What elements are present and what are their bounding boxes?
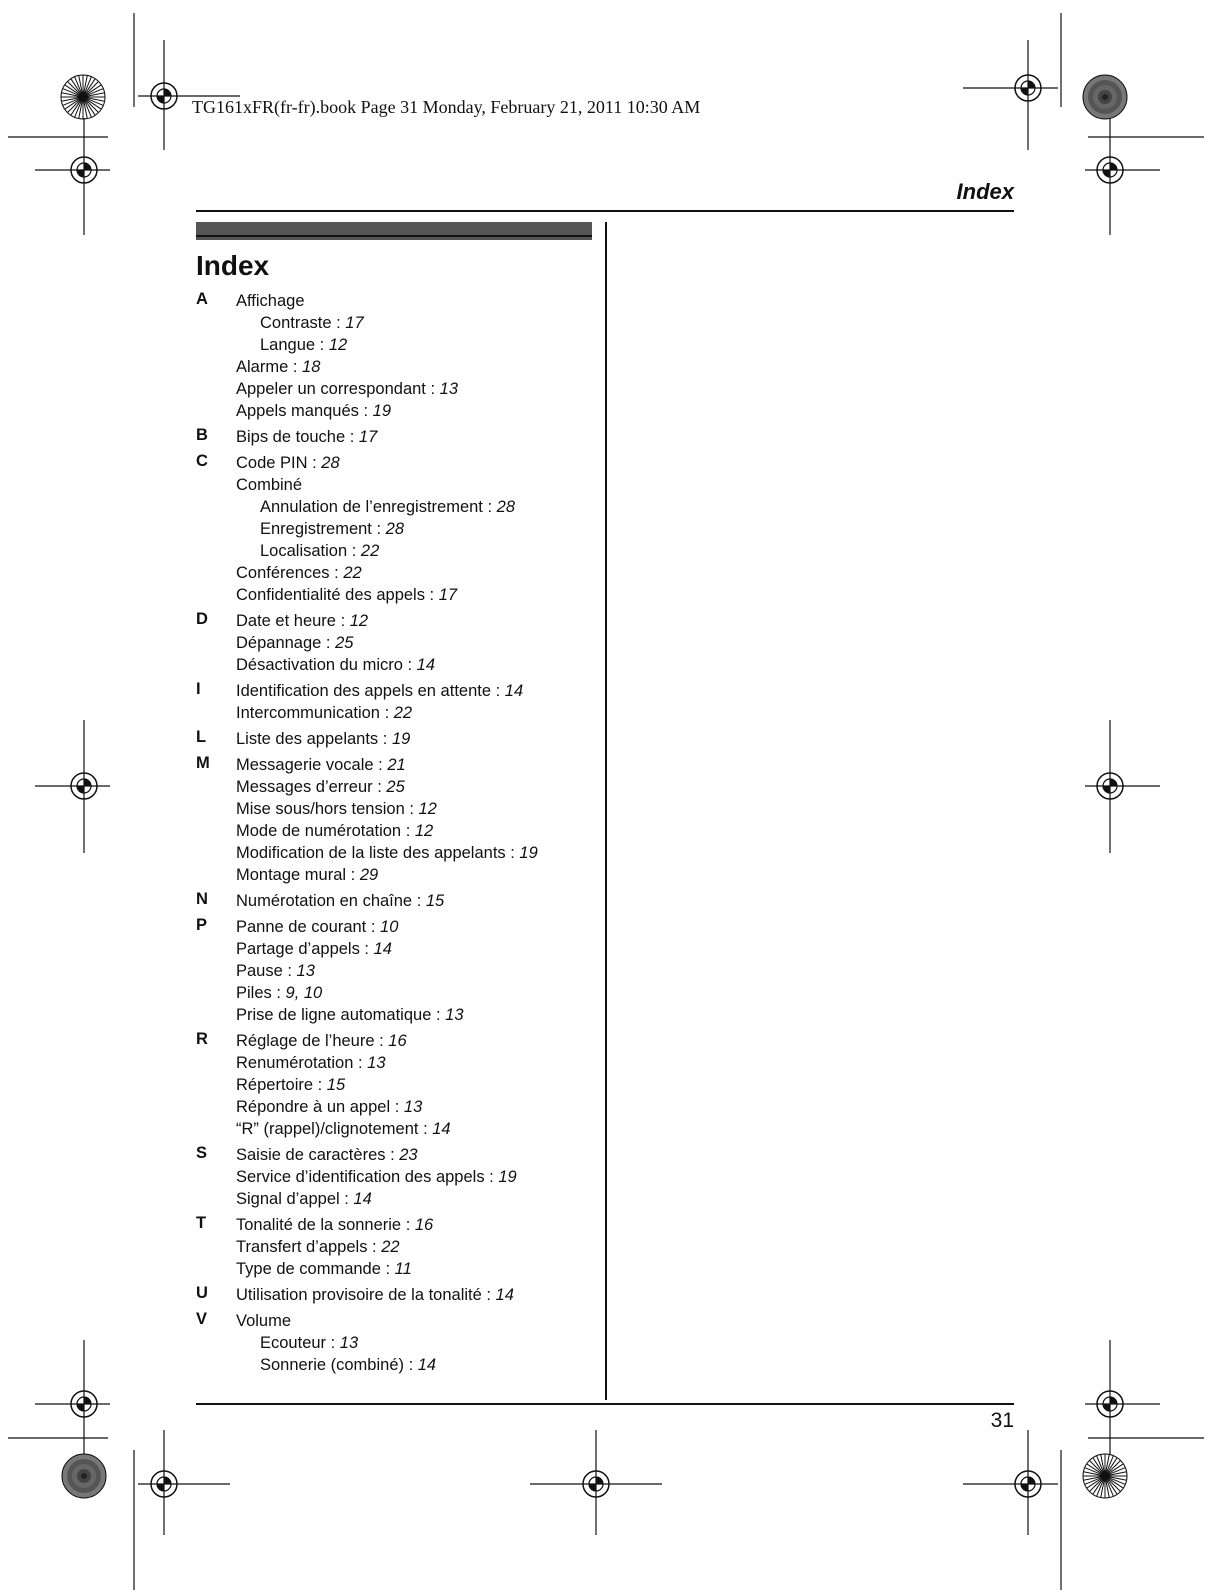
index-letter: V bbox=[196, 1310, 208, 1328]
index-subentry bbox=[260, 334, 596, 356]
index-page-ref: 16 bbox=[414, 1216, 434, 1234]
index-entry-text: Appeler un correspondant : bbox=[236, 380, 440, 398]
index-entry bbox=[236, 1096, 596, 1118]
index-entry bbox=[236, 452, 596, 474]
index-group bbox=[196, 1284, 596, 1306]
index-entry bbox=[236, 378, 596, 400]
index-letter: B bbox=[196, 426, 208, 444]
index-entry-text: Affichage bbox=[236, 292, 305, 310]
index-entry bbox=[236, 1074, 596, 1096]
index-page-ref: 13 bbox=[445, 1006, 464, 1024]
index-subentry bbox=[260, 1354, 596, 1376]
index-entry-text: Piles : bbox=[236, 984, 286, 1002]
index-entry-text: Tonalité de la sonnerie : bbox=[236, 1216, 415, 1234]
index-entry bbox=[236, 982, 596, 1004]
index-page-ref: 14 bbox=[353, 1190, 372, 1208]
index-entry bbox=[236, 1052, 596, 1074]
index-page-ref: 13 bbox=[403, 1098, 423, 1116]
index-page-ref: 21 bbox=[387, 756, 406, 774]
header-rule bbox=[196, 210, 1014, 212]
index-entry-text: Confidentialité des appels : bbox=[236, 586, 439, 604]
index-page-ref: 13 bbox=[339, 1334, 359, 1352]
index-entry-text: Utilisation provisoire de la tonalité : bbox=[236, 1286, 496, 1304]
index-subentry bbox=[260, 540, 596, 562]
index-page-ref: 17 bbox=[345, 314, 364, 332]
index-page-ref: 15 bbox=[326, 1076, 346, 1094]
index-subentry bbox=[260, 518, 596, 540]
index-subentry bbox=[260, 1332, 596, 1354]
index-entry-text: Désactivation du micro : bbox=[236, 656, 417, 674]
index-list bbox=[196, 290, 596, 1380]
index-entry bbox=[236, 754, 596, 776]
index-entry-text: “R” (rappel)/clignotement : bbox=[236, 1120, 433, 1138]
index-group bbox=[196, 916, 596, 1026]
index-entry-text: Identification des appels en attente : bbox=[236, 682, 505, 700]
index-page-ref: 13 bbox=[439, 380, 458, 398]
index-page-ref: 15 bbox=[425, 892, 445, 910]
index-entry-text: Pause : bbox=[236, 962, 297, 980]
index-entry-text: Conférences : bbox=[236, 564, 344, 582]
index-entry-text: Signal d’appel : bbox=[236, 1190, 354, 1208]
index-page-ref: 25 bbox=[335, 634, 354, 652]
index-entry bbox=[236, 356, 596, 378]
index-page-ref: 14 bbox=[504, 682, 524, 700]
index-group bbox=[196, 452, 596, 606]
index-letter: C bbox=[196, 452, 208, 470]
index-page-ref: 14 bbox=[373, 940, 392, 958]
index-letter: T bbox=[196, 1214, 207, 1232]
index-page-ref: 12 bbox=[328, 336, 348, 354]
index-entry-text: Alarme : bbox=[236, 358, 303, 376]
index-group bbox=[196, 890, 596, 912]
index-entry-text: Sonnerie (combiné) : bbox=[260, 1356, 418, 1374]
index-page-ref: 23 bbox=[399, 1146, 418, 1164]
index-entry-text: Réglage de l’heure : bbox=[236, 1032, 389, 1050]
index-entry-text: Prise de ligne automatique : bbox=[236, 1006, 446, 1024]
index-entry bbox=[236, 610, 596, 632]
index-entry-text: Saisie de caractères : bbox=[236, 1146, 400, 1164]
index-page-ref: 14 bbox=[432, 1120, 451, 1138]
index-page-ref: 12 bbox=[418, 800, 437, 818]
index-page-ref: 22 bbox=[360, 542, 380, 560]
index-entry-text: Annulation de l’enregistrement : bbox=[260, 498, 497, 516]
index-group bbox=[196, 680, 596, 724]
index-entry-text: Renumérotation : bbox=[236, 1054, 368, 1072]
index-entry bbox=[236, 890, 596, 912]
index-entry bbox=[236, 1310, 596, 1332]
index-entry bbox=[236, 584, 596, 606]
index-group bbox=[196, 1214, 596, 1280]
index-entry-text: Messages d’erreur : bbox=[236, 778, 387, 796]
index-page-ref: 18 bbox=[302, 358, 321, 376]
index-page-ref: 28 bbox=[496, 498, 515, 516]
index-page-ref: 17 bbox=[438, 586, 458, 604]
index-entry bbox=[236, 820, 596, 842]
index-entry bbox=[236, 1236, 596, 1258]
index-entry-text: Modification de la liste des appelants : bbox=[236, 844, 520, 862]
index-page-ref: 28 bbox=[385, 520, 404, 538]
section-title-bar bbox=[196, 222, 592, 240]
index-page-ref: 16 bbox=[388, 1032, 407, 1050]
index-entry-text: Répertoire : bbox=[236, 1076, 327, 1094]
index-page-ref: 19 bbox=[372, 402, 392, 420]
index-entry bbox=[236, 1144, 596, 1166]
index-entry-text: Panne de courant : bbox=[236, 918, 381, 936]
index-entry bbox=[236, 632, 596, 654]
index-entry-text: Messagerie vocale : bbox=[236, 756, 388, 774]
index-letter: D bbox=[196, 610, 208, 628]
index-entry-text: Date et heure : bbox=[236, 612, 350, 630]
index-group bbox=[196, 1310, 596, 1376]
running-head: Index bbox=[956, 179, 1014, 204]
index-entry-text: Numérotation en chaîne : bbox=[236, 892, 426, 910]
index-page-ref: 19 bbox=[391, 730, 411, 748]
index-entry bbox=[236, 1166, 596, 1188]
footer-rule bbox=[196, 1403, 1014, 1405]
index-entry bbox=[236, 1214, 596, 1236]
index-page-ref: 14 bbox=[417, 1356, 437, 1374]
index-letter: R bbox=[196, 1030, 208, 1048]
index-entry-text: Partage d’appels : bbox=[236, 940, 374, 958]
index-page-ref: 14 bbox=[416, 656, 436, 674]
index-entry bbox=[236, 400, 596, 422]
index-group bbox=[196, 426, 596, 448]
index-page-ref: 13 bbox=[367, 1054, 386, 1072]
index-letter: N bbox=[196, 890, 208, 908]
index-page-ref: 25 bbox=[386, 778, 405, 796]
column-divider bbox=[605, 222, 607, 1400]
index-group bbox=[196, 290, 596, 422]
index-entry-text: Dépannage : bbox=[236, 634, 336, 652]
index-entry bbox=[236, 562, 596, 584]
index-entry bbox=[236, 938, 596, 960]
index-entry-text: Enregistrement : bbox=[260, 520, 386, 538]
index-subentry bbox=[260, 312, 596, 334]
index-letter: I bbox=[196, 680, 201, 698]
index-entry bbox=[236, 776, 596, 798]
index-letter: M bbox=[196, 754, 210, 772]
page-number: 31 bbox=[990, 1409, 1014, 1432]
index-entry bbox=[236, 864, 596, 886]
index-entry bbox=[236, 1004, 596, 1026]
index-entry bbox=[236, 474, 596, 496]
index-entry-text: Langue : bbox=[260, 336, 329, 354]
index-group bbox=[196, 1144, 596, 1210]
index-letter: S bbox=[196, 1144, 208, 1162]
index-group bbox=[196, 754, 596, 886]
index-entry-text: Mode de numérotation : bbox=[236, 822, 415, 840]
index-page-ref: 11 bbox=[394, 1260, 412, 1278]
index-entry-text: Répondre à un appel : bbox=[236, 1098, 404, 1116]
index-entry-text: Intercommunication : bbox=[236, 704, 394, 722]
index-page-ref: 9, 10 bbox=[285, 984, 323, 1002]
index-entry-text: Transfert d’appels : bbox=[236, 1238, 382, 1256]
index-entry bbox=[236, 702, 596, 724]
index-page-ref: 19 bbox=[519, 844, 538, 862]
index-entry-text: Liste des appelants : bbox=[236, 730, 392, 748]
index-letter: A bbox=[196, 290, 208, 308]
index-entry bbox=[236, 654, 596, 676]
index-page-ref: 19 bbox=[498, 1168, 517, 1186]
index-page-ref: 22 bbox=[343, 564, 362, 582]
index-entry bbox=[236, 680, 596, 702]
index-entry-text: Volume bbox=[236, 1312, 292, 1330]
index-entry-text: Service d’identification des appels : bbox=[236, 1168, 499, 1186]
index-letter: U bbox=[196, 1284, 208, 1302]
index-entry bbox=[236, 1258, 596, 1280]
index-entry-text: Montage mural : bbox=[236, 866, 360, 884]
index-entry-text: Type de commande : bbox=[236, 1260, 395, 1278]
index-entry bbox=[236, 728, 596, 750]
index-entry bbox=[236, 1284, 596, 1306]
index-entry-text: Bips de touche : bbox=[236, 428, 359, 446]
index-page-ref: 13 bbox=[296, 962, 315, 980]
index-letter: L bbox=[196, 728, 207, 746]
index-entry bbox=[236, 960, 596, 982]
index-entry-text: Localisation : bbox=[260, 542, 361, 560]
index-page-ref: 12 bbox=[414, 822, 434, 840]
section-title-bar-underline bbox=[196, 235, 592, 237]
index-page-ref: 14 bbox=[495, 1286, 514, 1304]
page-title: Index bbox=[196, 250, 270, 281]
index-page-ref: 28 bbox=[321, 454, 340, 472]
index-entry-text: Combiné bbox=[236, 476, 303, 494]
index-entry bbox=[236, 842, 596, 864]
index-entry bbox=[236, 426, 596, 448]
index-entry bbox=[236, 1118, 596, 1140]
index-entry-text: Ecouteur : bbox=[260, 1334, 340, 1352]
index-entry bbox=[236, 916, 596, 938]
index-entry-text: Contraste : bbox=[260, 314, 346, 332]
index-entry-text: Mise sous/hors tension : bbox=[236, 800, 419, 818]
index-page-ref: 10 bbox=[380, 918, 399, 936]
index-page-ref: 29 bbox=[359, 866, 379, 884]
index-page-ref: 12 bbox=[349, 612, 369, 630]
index-group bbox=[196, 728, 596, 750]
index-page-ref: 22 bbox=[393, 704, 413, 722]
index-page-ref: 22 bbox=[381, 1238, 400, 1256]
index-page-ref: 17 bbox=[358, 428, 378, 446]
index-entry-text: Code PIN : bbox=[236, 454, 322, 472]
index-entry bbox=[236, 290, 596, 312]
index-letter: P bbox=[196, 916, 208, 934]
index-group bbox=[196, 610, 596, 676]
index-entry bbox=[236, 798, 596, 820]
file-info-header: TG161xFR(fr-fr).book Page 31 Monday, February 21, 2011 10:30 AM bbox=[192, 97, 701, 117]
index-subentry bbox=[260, 496, 596, 518]
index-entry bbox=[236, 1030, 596, 1052]
index-group bbox=[196, 1030, 596, 1140]
index-entry-text: Appels manqués : bbox=[236, 402, 373, 420]
index-entry bbox=[236, 1188, 596, 1210]
